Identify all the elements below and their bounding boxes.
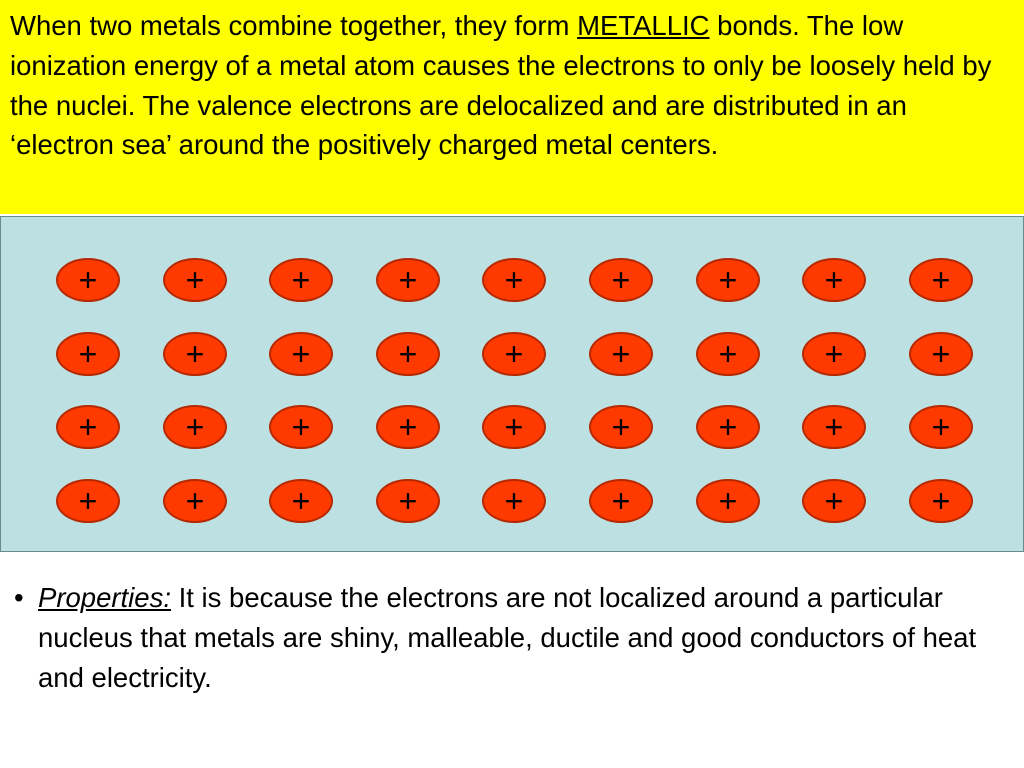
intro-text-rest: bonds. The low ionization energy of a metal atom causes the electrons to only be loosely held by the nuclei. The valence electrons are delocalized and are distributed in an ‘electron sea’ around the positively charged metal centers.	[10, 10, 992, 161]
metal-cation: +	[696, 405, 760, 449]
electron-sea-diagram	[0, 216, 1024, 552]
metal-cation: +	[802, 479, 866, 523]
metallic-keyword: METALLIC	[577, 10, 710, 41]
metal-cation: +	[56, 332, 120, 376]
metal-cation: +	[163, 258, 227, 302]
intro-box	[0, 0, 1024, 214]
metal-cation: +	[802, 258, 866, 302]
metal-cation: +	[909, 479, 973, 523]
metal-cation: +	[56, 405, 120, 449]
properties-bullet	[14, 578, 1014, 698]
metal-cation: +	[696, 258, 760, 302]
metal-cation: +	[376, 479, 440, 523]
metal-cation: +	[589, 258, 653, 302]
metal-cation: +	[482, 258, 546, 302]
metal-cation: +	[163, 405, 227, 449]
properties-paragraph	[38, 578, 1014, 698]
metal-cation: +	[482, 479, 546, 523]
metal-cation: +	[376, 332, 440, 376]
metal-cation: +	[909, 258, 973, 302]
metal-cation: +	[589, 405, 653, 449]
metal-cation: +	[909, 332, 973, 376]
metal-cation: +	[269, 332, 333, 376]
metal-cation: +	[376, 405, 440, 449]
metal-cation: +	[909, 405, 973, 449]
metal-cation: +	[482, 332, 546, 376]
metal-cation: +	[696, 479, 760, 523]
metal-cation: +	[376, 258, 440, 302]
metal-cation: +	[696, 332, 760, 376]
metal-cation: +	[802, 332, 866, 376]
metal-cation: +	[56, 479, 120, 523]
metal-cation: +	[589, 332, 653, 376]
metal-cation: +	[269, 479, 333, 523]
metal-cation: +	[589, 479, 653, 523]
metal-cation: +	[163, 479, 227, 523]
properties-text: It is because the electrons are not localized around a particular nucleus that metals are shiny, malleable, ductile and good conductors of heat and electricity.	[38, 582, 977, 693]
metal-cation: +	[163, 332, 227, 376]
metal-cation: +	[269, 405, 333, 449]
metal-cation: +	[269, 258, 333, 302]
properties-label: Properties:	[38, 582, 171, 613]
metal-cation: +	[56, 258, 120, 302]
metal-cation: +	[802, 405, 866, 449]
metal-cation: +	[482, 405, 546, 449]
bullet-point: •	[14, 582, 24, 613]
intro-text-start: When two metals combine together, they form	[10, 10, 578, 41]
intro-text	[10, 6, 1012, 165]
